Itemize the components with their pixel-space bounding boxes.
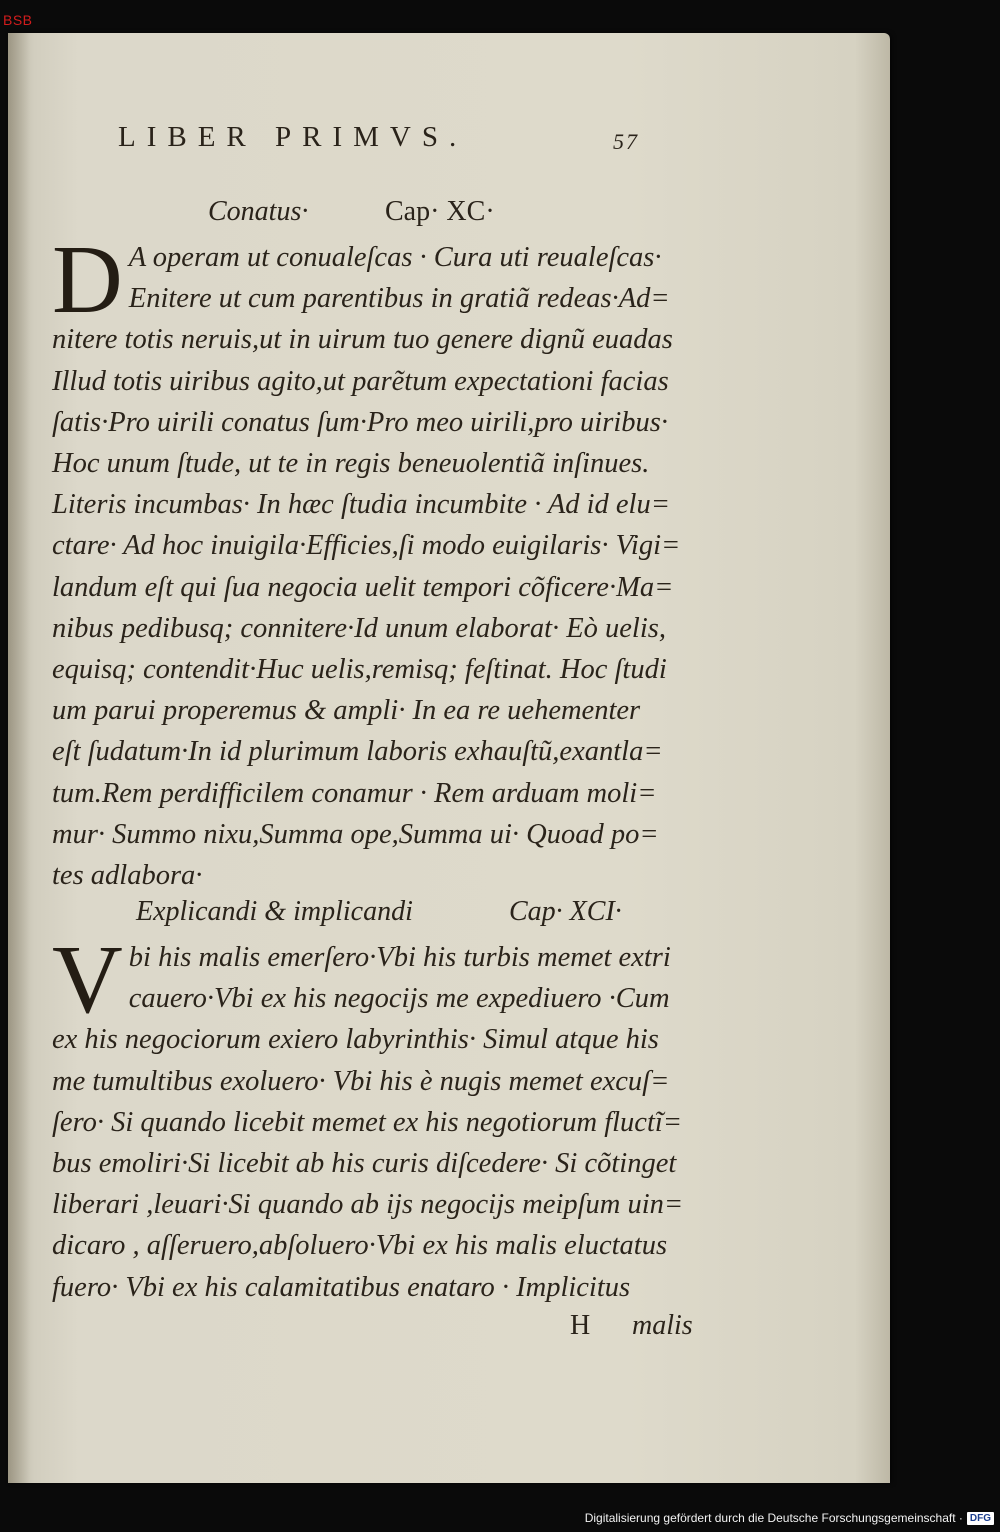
text-line: Literis incumbas· In hæc ſtudia incumbite · Ad id elu= xyxy=(52,489,670,521)
text-line: fuero· Vbi ex his calamitatibus enataro · Implicitus xyxy=(52,1271,631,1303)
chapter-number-2: Cap· XCI· xyxy=(509,896,622,927)
signature-mark: H xyxy=(570,1310,591,1341)
text-line: mur· Summo nixu,Summa ope,Summa ui· Quoad po= xyxy=(52,818,659,850)
paragraph-1 xyxy=(52,226,702,896)
text-line: ſatis·Pro uirili conatus ſum·Pro meo uirili,pro uiribus· xyxy=(52,406,668,438)
catchword: malis xyxy=(632,1310,693,1341)
footer-text: Digitalisierung gefördert durch die Deutsche Forschungsgemeinschaft · xyxy=(584,1511,963,1525)
text-line: Enitere ut cum parentibus in gratiã redeas·Ad= xyxy=(128,283,670,315)
running-head xyxy=(118,121,678,154)
text-line: ſero· Si quando licebit memet ex his negotiorum fluctĩ= xyxy=(52,1106,683,1138)
text-line: landum eſt qui ſua negocia uelit tempori cõficere·Ma= xyxy=(52,571,674,603)
text-line: nibus pedibusq; connitere·Id unum elaborat· Eò uelis, xyxy=(52,612,666,644)
text-line: dicaro , aſſeruero,abſoluero·Vbi ex his malis eluctatus xyxy=(52,1230,668,1262)
text-line: me tumultibus exoluero· Vbi his è nugis memet excuſ= xyxy=(52,1065,670,1097)
running-head-title: LIBER PRIMVS. xyxy=(118,121,468,153)
text-line: Hoc unum ſtude, ut te in regis beneuolentiã inſinues. xyxy=(52,448,650,480)
footer-credit xyxy=(585,1508,994,1528)
text-line: Illud totis uiribus agito,ut parẽtum expectationi facias xyxy=(52,365,669,397)
paragraph-2 xyxy=(52,926,702,1308)
text-line: eſt ſudatum·In id plurimum laboris exhauſtũ,exantla= xyxy=(52,736,663,768)
drop-cap-2: V xyxy=(52,926,123,1034)
page-number: 57 xyxy=(613,129,639,154)
book-page xyxy=(8,33,890,1483)
text-line: bi his malis emerſero·Vbi his turbis memet extri xyxy=(128,942,671,973)
text-line: um parui properemus & ampli· In ea re uehementer xyxy=(52,695,641,727)
drop-cap-1: D xyxy=(52,226,123,334)
text-line: cauero·Vbi ex his negocijs me expediuero ·Cum xyxy=(128,983,670,1015)
chapter-heading-2 xyxy=(136,896,622,928)
chapter-number-1: Cap· XC· xyxy=(385,196,495,227)
bsb-logo: BSB xyxy=(3,12,33,28)
text-line: bus emoliri·Si licebit ab his curis diſcedere· Si cõtinget xyxy=(52,1148,677,1180)
text-line: A operam ut conualeſcas · Cura uti reualeſcas· xyxy=(128,242,662,273)
text-line: ctare· Ad hoc inuigila·Efficies,ſi modo euigilaris· Vigi= xyxy=(52,530,681,562)
chapter-title-2: Explicandi & implicandi xyxy=(136,896,413,927)
text-line: equisq; contendit·Huc uelis,remisq; feſtinat. Hoc ſtudi xyxy=(52,654,667,686)
dfg-logo: DFG xyxy=(967,1512,994,1525)
text-line: tes adlabora· xyxy=(52,860,203,892)
chapter-heading-1 xyxy=(208,196,495,228)
chapter-title-1: Conatus· xyxy=(208,196,309,227)
text-line: tum.Rem perdifficilem conamur · Rem arduam moli= xyxy=(52,777,657,809)
text-line: nitere totis neruis,ut in uirum tuo genere dignũ euadas xyxy=(52,324,673,356)
text-line: ex his negociorum exiero labyrinthis· Simul atque his xyxy=(52,1024,659,1056)
text-line: liberari ,leuari·Si quando ab ijs negocijs meipſum uin= xyxy=(52,1189,684,1221)
